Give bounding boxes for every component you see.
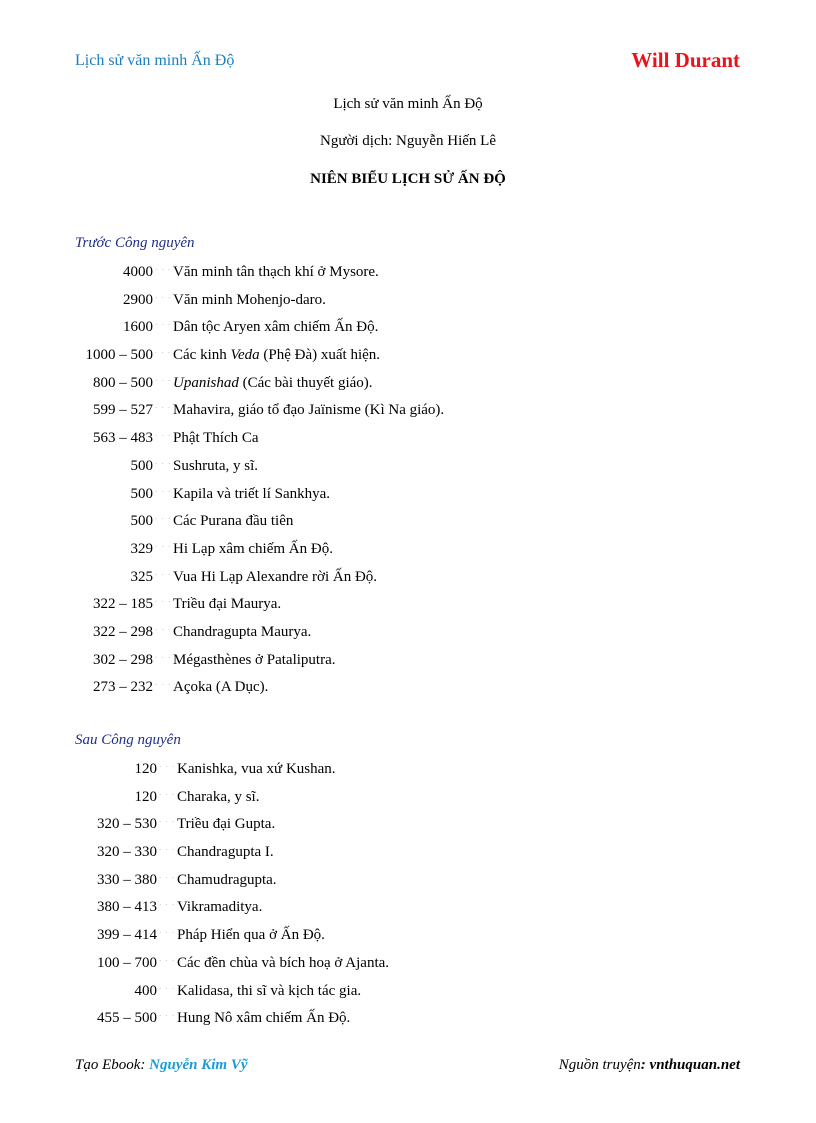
leader-dots: . . . — [159, 786, 176, 797]
entry-date: 100 – 700 — [97, 954, 157, 971]
leader-dots: . . . — [155, 677, 172, 688]
leader-dots: . . . — [155, 345, 172, 356]
entry-event: Kanishka, vua xứ Kushan. — [177, 761, 336, 777]
leader-dots: . . . — [155, 594, 172, 605]
footer-source-label: Nguồn truyện — [558, 1057, 641, 1073]
header-book-title: Lịch sử văn minh Ấn Độ — [75, 52, 235, 69]
leader-dots: . . . — [155, 483, 172, 494]
entry-event: Phật Thích Ca — [173, 430, 259, 447]
section-title-bc: Trước Công nguyên — [75, 235, 195, 251]
leader-dots: . . . — [159, 980, 176, 991]
leader-dots: . . . — [155, 566, 172, 577]
entry-date: 1000 – 500 — [85, 347, 153, 364]
entry-event: Açoka (A Dục). — [173, 679, 269, 696]
entry-event: Các đền chùa và bích hoạ ở Ajanta. — [177, 954, 390, 971]
entry-event: Mahavira, giáo tổ đạo Jaïnisme (Kì Na giáo). — [173, 402, 445, 419]
entry-date: 563 – 483 — [93, 430, 153, 447]
leader-dots: . . . — [155, 621, 172, 632]
leader-dots: . . . — [155, 372, 172, 383]
leader-dots: . . . — [155, 262, 172, 272]
entry-date: 325 — [130, 568, 153, 585]
entry-date: 273 – 232 — [93, 679, 153, 696]
entry-date: 399 – 414 — [97, 927, 157, 944]
entry-date: 599 – 527 — [93, 402, 153, 419]
leader-dots: . . . — [155, 538, 172, 549]
entry-date: 4000 — [123, 264, 153, 280]
entry-event: Chandragupta I. — [177, 844, 274, 861]
leader-dots: . . . — [159, 1008, 176, 1019]
entry-event: Charaka, y sĩ. — [177, 788, 260, 805]
leader-dots: . . . — [155, 400, 172, 411]
leader-dots: . . . — [155, 649, 172, 660]
entry-event: Triều đại Gupta. — [177, 816, 276, 833]
leader-dots: . . . — [159, 925, 176, 936]
entry-date: 302 – 298 — [93, 651, 153, 668]
entry-event: Dân tộc Aryen xâm chiếm Ấn Độ. — [173, 319, 379, 336]
entry-date: 320 – 330 — [97, 844, 157, 861]
entry-event: Hung Nô xâm chiếm Ấn Độ. — [177, 1010, 351, 1027]
footer-source-credit: Nguồn truyện: vnthuquan.net — [558, 1057, 740, 1073]
entry-event: Các Purana đầu tiên — [173, 513, 294, 530]
entry-date: 120 — [134, 788, 157, 805]
leader-dots: . . . — [159, 952, 176, 963]
entry-event: Kapila và triết lí Sankhya. — [173, 485, 331, 502]
leader-dots: . . . — [155, 289, 172, 300]
leader-dots: . . . — [159, 842, 176, 853]
entry-event: Hi Lạp xâm chiếm Ấn Độ. — [173, 540, 333, 557]
entry-event: Triều đại Maurya. — [173, 596, 282, 613]
entry-event: Văn minh tân thạch khí ở Mysore. — [173, 264, 379, 280]
entry-date: 500 — [130, 457, 153, 474]
section-title-ad: Sau Công nguyên — [75, 732, 181, 748]
leader-dots: . . . — [155, 455, 172, 466]
entry-event: Vikramaditya. — [177, 899, 263, 916]
entry-date: 120 — [134, 761, 157, 777]
entry-date: 2900 — [123, 291, 153, 308]
entry-date: 330 – 380 — [97, 871, 157, 888]
entry-event: Upanishad (Các bài thuyết giáo). — [173, 374, 373, 391]
translator-line: Người dịch: Nguyễn Hiến Lê — [319, 133, 497, 149]
leader-dots: . . . — [159, 897, 176, 908]
entry-event: Pháp Hiển qua ở Ấn Độ. — [177, 927, 325, 944]
entry-date: 320 – 530 — [97, 816, 157, 833]
leader-dots: . . . — [159, 759, 176, 769]
chronology-heading: NIÊN BIỂU LỊCH SỬ ẤN ĐỘ — [310, 171, 506, 187]
entry-date: 800 – 500 — [93, 374, 153, 391]
entry-date: 322 – 185 — [93, 596, 153, 613]
entry-date: 329 — [130, 540, 153, 557]
leader-dots: . . . — [155, 428, 172, 439]
entry-date: 500 — [130, 485, 153, 502]
entry-date: 380 – 413 — [97, 899, 157, 916]
entry-event: Vua Hi Lạp Alexandre rời Ấn Độ. — [173, 568, 378, 585]
footer-ebook-creator: Nguyễn Kim Vỹ — [149, 1057, 248, 1073]
entry-date: 500 — [130, 513, 153, 530]
footer-ebook-label: Tạo Ebook — [75, 1057, 141, 1073]
entry-event: Các kinh Veda (Phệ Đà) xuất hiện. — [173, 347, 381, 364]
footer-ebook-credit: Tạo Ebook: Nguyễn Kim Vỹ — [75, 1057, 248, 1073]
entry-event: Văn minh Mohenjo-daro. — [173, 291, 326, 308]
entry-event: Chamudragupta. — [177, 871, 277, 888]
leader-dots: . . . — [159, 869, 176, 880]
leader-dots: . . . — [159, 814, 176, 825]
entry-date: 400 — [134, 982, 157, 999]
entry-event: Kalidasa, thi sĩ và kịch tác gia. — [177, 982, 362, 999]
entry-date: 1600 — [123, 319, 153, 336]
entry-event: Chandragupta Maurya. — [173, 623, 312, 640]
header-author: Will Durant — [631, 48, 740, 72]
book-title: Lịch sử văn minh Ấn Độ — [333, 96, 483, 112]
entry-date: 322 – 298 — [93, 623, 153, 640]
leader-dots: . . . — [155, 317, 172, 328]
footer-source-site: vnthuquan.net — [649, 1057, 740, 1073]
entry-date: 455 – 500 — [97, 1010, 157, 1027]
leader-dots: . . . — [155, 511, 172, 522]
entry-event: Sushruta, y sĩ. — [173, 457, 259, 474]
entry-event: Mégasthènes ở Pataliputra. — [173, 651, 336, 668]
